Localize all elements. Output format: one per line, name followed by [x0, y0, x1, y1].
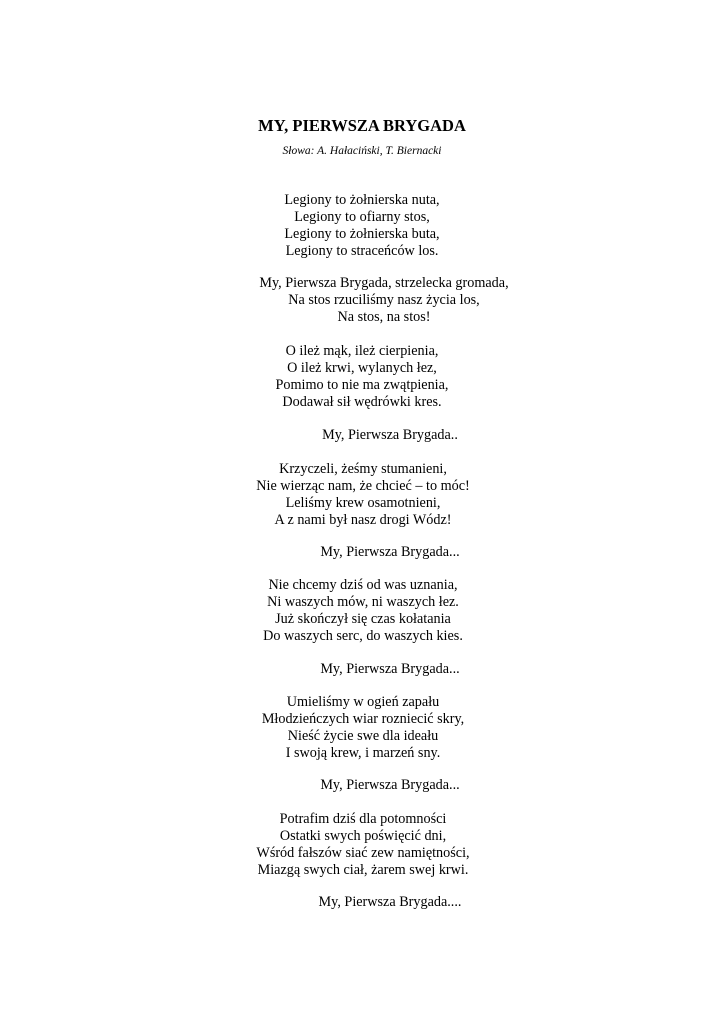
refrain-line: My, Pierwsza Brygada...	[320, 544, 460, 560]
refrain-line: Na stos rzuciliśmy nasz życia los,	[288, 292, 480, 308]
stanza-line: Potrafim dziś dla potomności	[279, 811, 447, 827]
refrain-1	[244, 275, 524, 326]
refrain-line: My, Pierwsza Brygada..	[322, 427, 458, 443]
stanza-line: Ni waszych mów, ni waszych łez.	[267, 594, 459, 610]
stanza-line: Umieliśmy w ogień zapału	[286, 694, 440, 710]
stanza-line: O ileż mąk, ileż cierpienia,	[285, 343, 439, 359]
stanza-line: Nie chcemy dziś od was uznania,	[268, 577, 458, 593]
refrain-line: My, Pierwsza Brygada...	[320, 661, 460, 677]
stanza-line: I swoją krew, i marzeń sny.	[285, 745, 441, 761]
refrain-line: My, Pierwsza Brygada...	[320, 777, 460, 793]
stanza-line: Nie wierząc nam, że chcieć – to móc!	[256, 478, 470, 494]
refrain-short-3	[290, 661, 490, 678]
stanza-line: Legiony to żołnierska nuta,	[284, 192, 440, 208]
refrain-short-4	[290, 777, 490, 794]
stanza-3	[247, 461, 479, 529]
refrain-line: Na stos, na stos!	[337, 309, 431, 325]
refrain-short-2	[290, 544, 490, 561]
stanza-line: Krzyczeli, żeśmy stumanieni,	[279, 461, 447, 477]
stanza-2	[262, 343, 462, 411]
poem-author-credit: Słowa: A. Hałaciński, T. Biernacki	[282, 145, 442, 157]
stanza-line: Ostatki swych poświęcić dni,	[279, 828, 447, 844]
refrain-line: My, Pierwsza Brygada....	[318, 894, 462, 910]
stanza-line: Pomimo to nie ma zwątpienia,	[275, 377, 449, 393]
stanza-6	[247, 811, 479, 879]
stanza-5	[252, 694, 474, 762]
stanza-line: Dodawał sił wędrówki kres.	[282, 394, 442, 410]
stanza-line: Legiony to ofiarny stos,	[294, 209, 430, 225]
stanza-line: Miazgą swych ciał, żarem swej krwi.	[257, 862, 469, 878]
stanza-4	[253, 577, 473, 645]
stanza-line: Wśród fałszów siać zew namiętności,	[256, 845, 470, 861]
refrain-line: My, Pierwsza Brygada, strzelecka gromada,	[259, 275, 509, 291]
stanza-line: Nieść życie swe dla ideału	[287, 728, 439, 744]
stanza-line: Legiony to straceńców los.	[285, 243, 439, 259]
stanza-line: A z nami był nasz drogi Wódz!	[274, 512, 452, 528]
poem-title: MY, PIERWSZA BRYGADA	[258, 116, 466, 135]
stanza-line: Już skończył się czas kołatania	[275, 611, 451, 627]
stanza-line: Młodzieńczych wiar rozniecić skry,	[261, 711, 465, 727]
refrain-short-1	[290, 427, 490, 444]
stanza-1	[262, 192, 462, 260]
stanza-line: Legiony to żołnierska buta,	[284, 226, 440, 242]
stanza-line: Leliśmy krew osamotnieni,	[285, 495, 441, 511]
stanza-line: Do waszych serc, do waszych kies.	[263, 628, 463, 644]
refrain-short-5	[290, 894, 490, 911]
stanza-line: O ileż krwi, wylanych łez,	[287, 360, 437, 376]
